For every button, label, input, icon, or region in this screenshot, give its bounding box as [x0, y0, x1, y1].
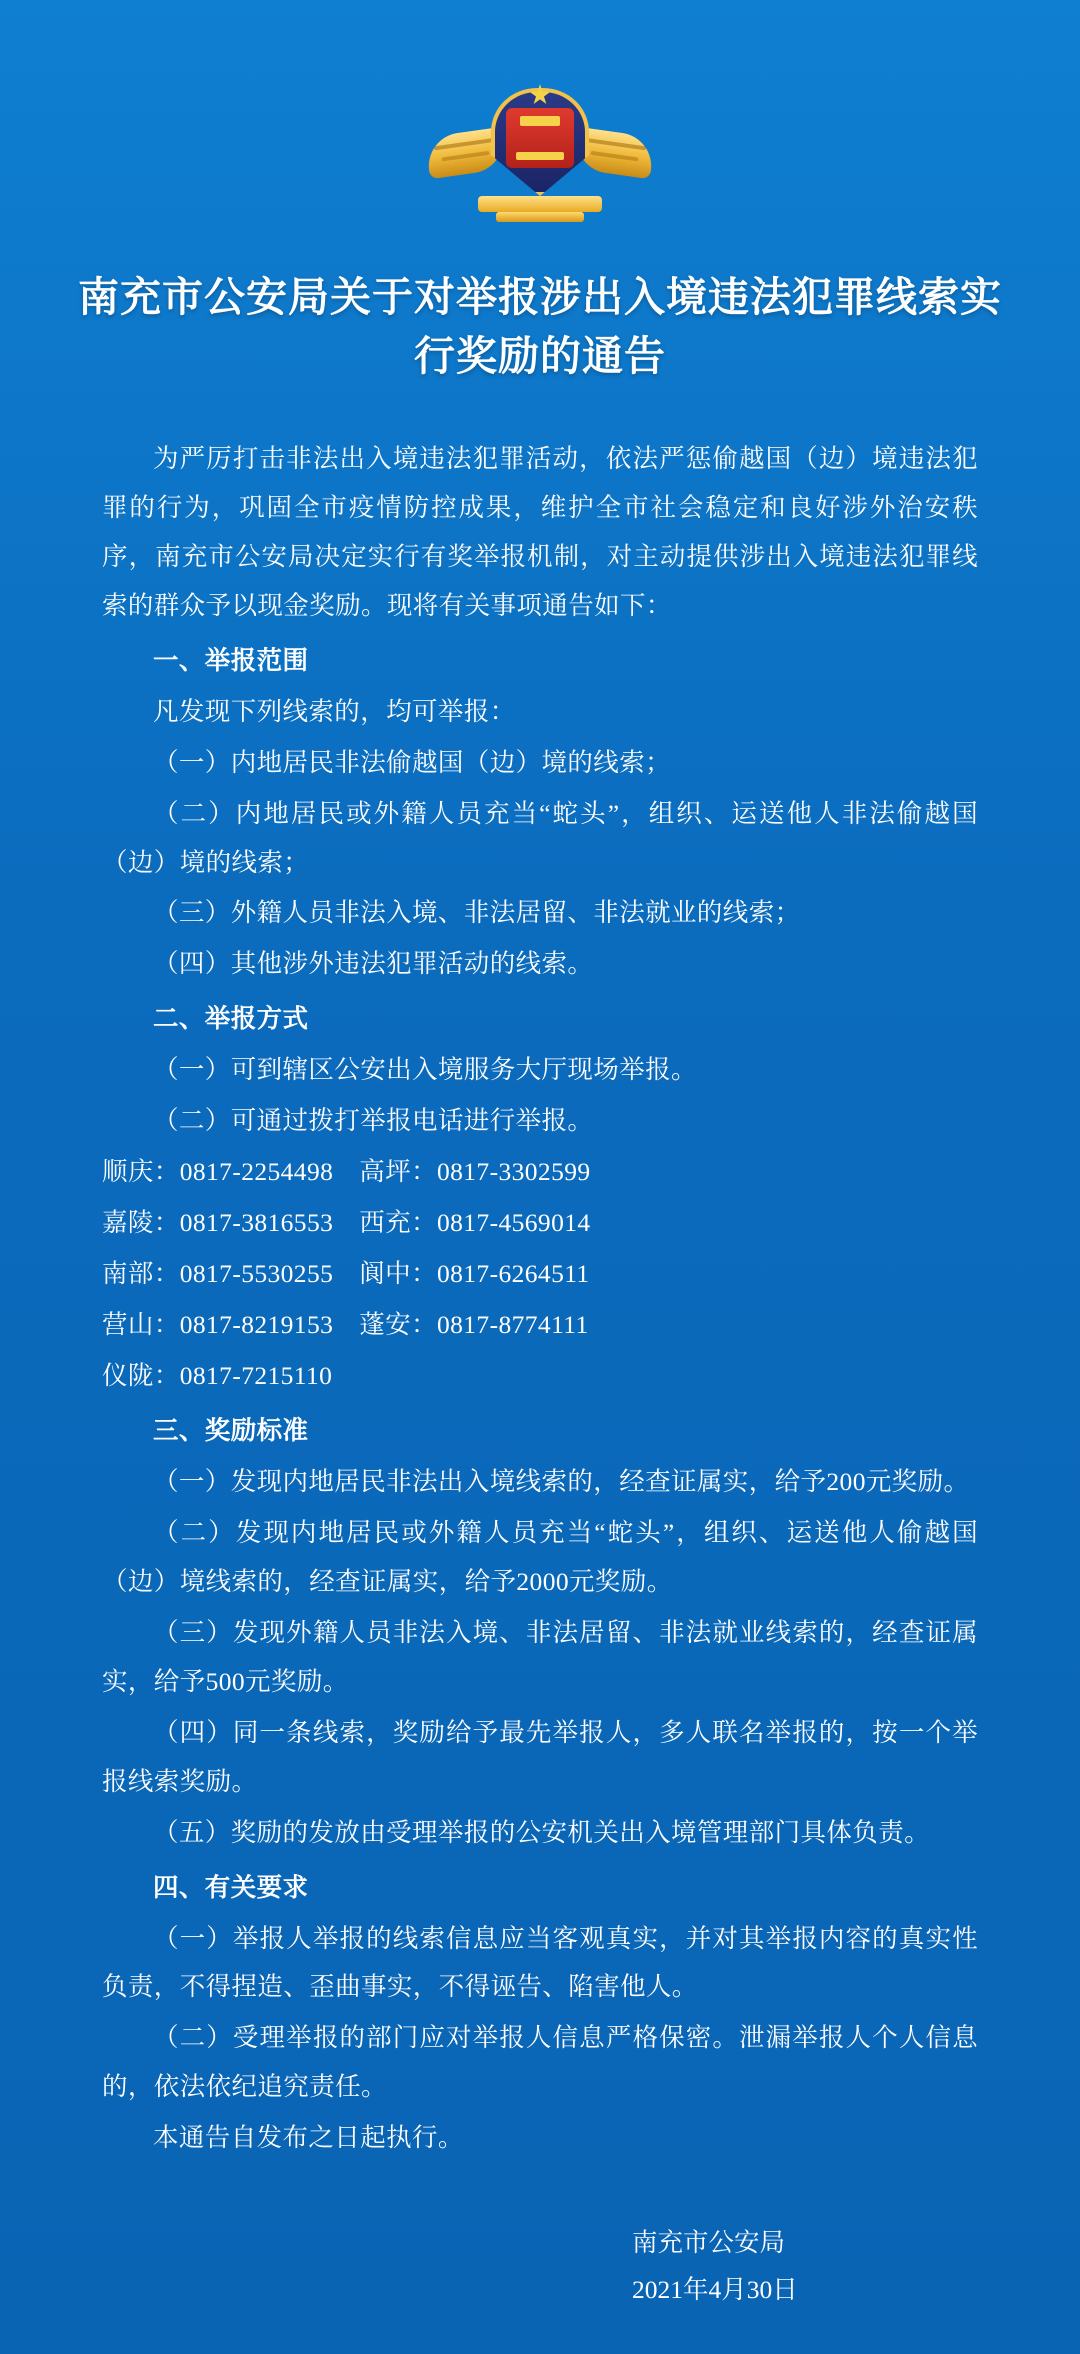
hotline-district-name: 蓬安 — [359, 1310, 412, 1340]
section-1-paragraph-2: （一）内地居民非法偷越国（边）境的线索； — [153, 747, 672, 777]
emblem-base-bar — [478, 196, 602, 212]
section-1-paragraph-1: 凡发现下列线索的，均可举报： — [153, 696, 516, 726]
notice-body — [102, 435, 978, 2163]
hotline-district-name: 高坪 — [359, 1157, 412, 1187]
emblem-base-bar-lower — [496, 212, 584, 222]
emblem-container — [52, 0, 1028, 228]
section-2-paragraph-2: （二）可通过拨打举报电话进行举报。 — [153, 1106, 594, 1136]
emblem-shield-inner — [506, 108, 574, 168]
hotline-number[interactable]: 0817-5530255 — [179, 1259, 334, 1289]
hotline-number[interactable]: 0817-2254498 — [179, 1157, 334, 1187]
section-3-paragraph-1: （一）发现内地居民非法出入境线索的，经查证属实，给予200元奖励。 — [153, 1466, 970, 1496]
hotline-district-name: 嘉陵 — [102, 1208, 154, 1238]
section-3-paragraph-5: （五）奖励的发放由受理举报的公安机关出入境管理部门具体负责。 — [153, 1817, 931, 1847]
hotline-row: 营山：0817-8219153 蓬安：0817-8774111 — [102, 1310, 589, 1340]
hotline-number[interactable]: 0817-4569014 — [436, 1208, 591, 1238]
hotline-district-name: 仪陇 — [102, 1361, 154, 1391]
hotline-row: 嘉陵：0817-3816553 西充：0817-4569014 — [102, 1208, 591, 1238]
hotline-list — [102, 1148, 978, 1401]
section-1-paragraph-4: （三）外籍人员非法入境、非法居留、非法就业的线索； — [153, 898, 801, 928]
signature-block — [614, 2219, 944, 2313]
section-3-paragraph-2: （二）发现内地居民或外籍人员充当“蛇头”，组织、运送他人偷越国（边）境线索的，经查证属实，给予2000元奖励。 — [102, 1517, 978, 1596]
signature-date: 2021年4月30日 — [632, 2275, 798, 2305]
hotline-number[interactable]: 0817-7215110 — [179, 1361, 333, 1391]
section-heading-4: 四、有关要求 — [153, 1872, 309, 1902]
hotline-district-name: 营山 — [102, 1310, 154, 1340]
section-2-paragraph-1: （一）可到辖区公安出入境服务大厅现场举报。 — [153, 1055, 697, 1085]
section-1-paragraph-3: （二）内地居民或外籍人员充当“蛇头”，组织、运送他人非法偷越国（边）境的线索； — [102, 798, 978, 877]
section-heading-2: 二、举报方式 — [153, 1004, 309, 1034]
hotline-district-name: 西充 — [359, 1208, 412, 1238]
hotline-number[interactable]: 0817-8219153 — [179, 1310, 334, 1340]
police-emblem-icon — [425, 78, 655, 228]
page-title: 南充市公安局关于对举报涉出入境违法犯罪线索实行奖励的通告 — [78, 274, 1002, 380]
signature-issuer: 南充市公安局 — [632, 2228, 786, 2258]
hotline-row: 顺庆：0817-2254498 高坪：0817-3302599 — [102, 1157, 591, 1187]
section-heading-3: 三、奖励标准 — [153, 1415, 309, 1445]
section-3-paragraph-3: （三）发现外籍人员非法入境、非法居留、非法就业线索的，经查证属实，给予500元奖励。 — [102, 1617, 978, 1696]
hotline-number[interactable]: 0817-3302599 — [436, 1157, 591, 1187]
hotline-district-name: 阆中 — [359, 1259, 412, 1289]
closing-paragraph: 本通告自发布之日起执行。 — [153, 2123, 464, 2153]
section-heading-1: 一、举报范围 — [153, 645, 309, 675]
hotline-district-name: 南部 — [102, 1259, 154, 1289]
section-4-paragraph-1: （一）举报人举报的线索信息应当客观真实，并对其举报内容的真实性负责，不得捏造、歪曲事实，不得诬告、陷害他人。 — [102, 1923, 978, 2002]
section-1-paragraph-5: （四）其他涉外违法犯罪活动的线索。 — [153, 949, 594, 979]
hotline-number[interactable]: 0817-6264511 — [436, 1259, 590, 1289]
intro-paragraph: 为严厉打击非法出入境违法犯罪活动，依法严惩偷越国（边）境违法犯罪的行为，巩固全市疫情防控成果，维护全市社会稳定和良好涉外治安秩序，南充市公安局决定实行有奖举报机制，对主动提供涉出入境违法犯罪线索的群众予以现金奖励。现将有关事项通告如下： — [102, 443, 978, 620]
hotline-number[interactable]: 0817-8774111 — [436, 1310, 589, 1340]
section-3-paragraph-4: （四）同一条线索，奖励给予最先举报人，多人联名举报的，按一个举报线索奖励。 — [102, 1717, 978, 1796]
hotline-district-name: 顺庆 — [102, 1157, 154, 1187]
hotline-row: 仪陇：0817-7215110 — [102, 1361, 333, 1391]
section-4-paragraph-2: （二）受理举报的部门应对举报人信息严格保密。泄漏举报人个人信息的，依法依纪追究责任。 — [102, 2023, 978, 2102]
hotline-row: 南部：0817-5530255 阆中：0817-6264511 — [102, 1259, 590, 1289]
hotline-number[interactable]: 0817-3816553 — [179, 1208, 334, 1238]
